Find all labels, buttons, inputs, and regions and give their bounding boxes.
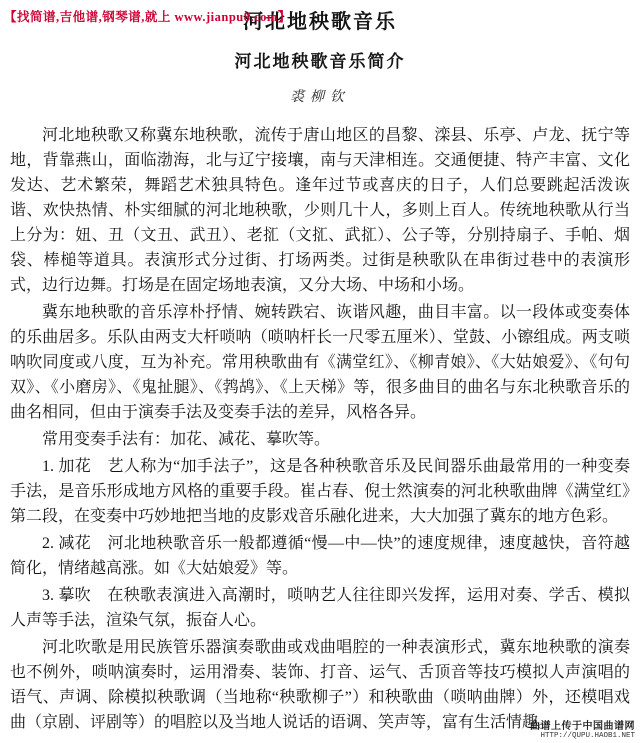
site-banner: 【找简谱,吉他谱,钢琴谱,就上 www.jianpu8.com】: [4, 10, 291, 24]
paragraph-techniques: 常用变奏手法有：加花、减花、摹吹等。: [42, 431, 331, 448]
document-body: [0, 123, 640, 735]
footer-site-url: HTTP://QUPU.HAOB1.NET: [540, 732, 635, 741]
page-title: 河北地秧歌音乐: [243, 11, 397, 33]
paragraph-intro: 河北地秧歌又称冀东地秧歌，流传于唐山地区的昌黎、滦县、乐亭、卢龙、抚宁等地，背靠燕山，面临渤海，北与辽宁接壤，南与天津相连。交通便捷、特产丰富、文化发达、艺术繁荣，舞蹈艺术独具特色。逢年过节或喜庆的日子，人们总要跳起活泼诙谐、欢快热情、朴实细腻的河北地秧歌，少则几十人，多则上百人。传统地秧歌从行当上分为：妞、丑（文丑、武丑）、老㧟（文㧟、武㧟）、公子等，分别持扇子、手帕、烟袋、棒槌等道具。表演形式分过街、打场两类。过街是秧歌队在串街过巷中的表演形式，边行边舞。打场是在固定场地表演，又分大场、中场和小场。: [10, 127, 630, 294]
paragraph-jianhua: 2. 减花 河北地秧歌音乐一般都遵循“慢—中—快”的速度规律，速度越快，音符越简化，情绪越高涨。如《大姑娘爱》等。: [10, 535, 630, 577]
paragraph-music: 冀东地秧歌的音乐淳朴抒情、婉转跌宕、诙谐风趣，曲目丰富。以一段体或变奏体的乐曲居多。乐队由两支大杆唢呐（唢呐杆长一尺零五厘米）、堂鼓、小镲组成。两支唢呐吹同度或八度，互为补充。常用秧歌曲有《满堂红》、《柳青娘》、《大姑娘爱》、《句句双》、《小磨房》、《鬼扯腿》、《鹁鸪》、《上天梯》等，很多曲目的曲名与东北秧歌音乐的曲名相同，但由于演奏手法及变奏手法的差异，风格各异。: [10, 304, 630, 421]
paragraph-jiahua: 1. 加花 艺人称为“加手法子”，这是各种秧歌音乐及民间器乐曲最常用的一种变奏手法，是音乐形成地方风格的重要手段。崔占春、倪士然演奏的河北秧歌曲牌《满堂红》第二段，在变奏中巧妙地把当地的皮影戏音乐融化进来，大大加强了冀东的地方色彩。: [10, 458, 630, 525]
footer-watermark: [530, 721, 635, 741]
footer-site-note: 曲谱上传于中国曲谱网: [530, 720, 635, 732]
page-subtitle: 河北地秧歌音乐简介: [234, 52, 406, 71]
author-name: 裘柳钦: [290, 90, 350, 105]
paragraph-chuige: 河北吹歌是用民族管乐器演奏歌曲或戏曲唱腔的一种表演形式，冀东地秧歌的演奏也不例外，唢呐演奏时，运用滑奏、装饰、打音、运气、舌顶音等技巧模拟人声演唱的语气、声调、除模拟秧歌调（当地称“秧歌柳子”）和秧歌曲（唢呐曲牌）外，还模唱戏曲（京剧、评剧等）的唱腔以及当地人说话的语调、笑声等，富有生活情趣。: [10, 639, 630, 731]
paragraph-mochui: 3. 摹吹 在秧歌表演进入高潮时，唢呐艺人往往即兴发挥，运用对奏、学舌、模拟人声等手法，渲染气氛，振奋人心。: [10, 587, 630, 629]
